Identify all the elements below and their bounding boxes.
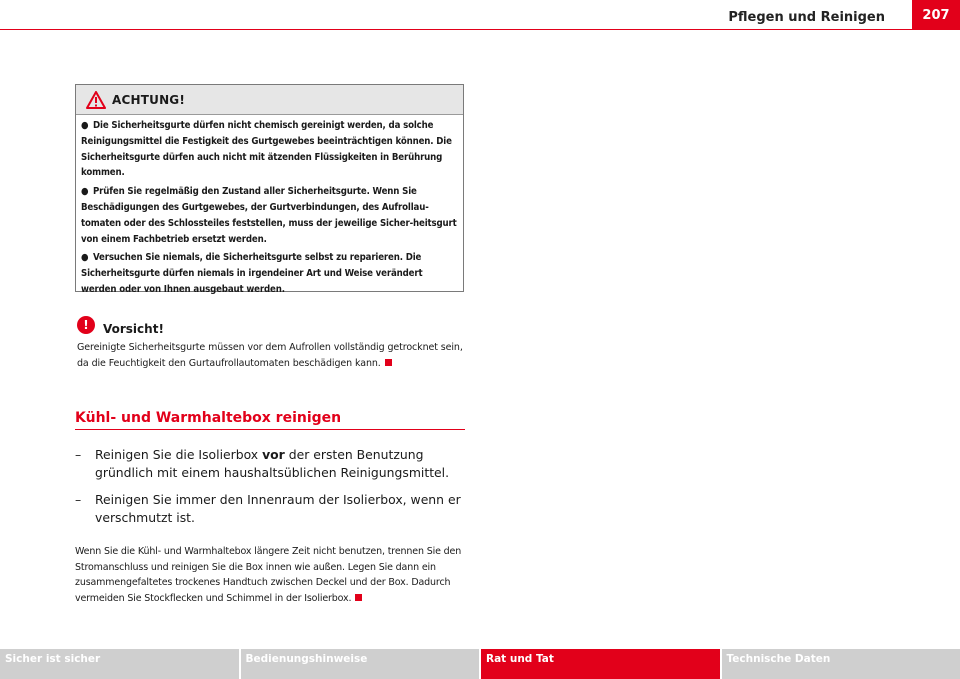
caution-text: Gereinigte Sicherheitsgurte müssen vor dem Aufrollen vollständig getrocknet sein, da die Feuchtigkeit den Gurtaufrollautomaten beschädigen kann. xyxy=(77,342,463,369)
bullet-icon: ● xyxy=(81,252,89,264)
page-number: 207 xyxy=(912,0,960,30)
exclamation-icon: ! xyxy=(77,316,95,334)
footer-nav xyxy=(0,649,960,679)
footer-tab-technische-daten[interactable]: Technische Daten xyxy=(722,649,960,679)
warning-item: ● Prüfen Sie regelmäßig den Zustand aller Sicherheitsgurte. Wenn Sie Beschädigungen des Gurtgewebes, der Gurtverbindungen, des Aufrollau-tomaten oder des Schlossteiles feststellen, muss der jeweilige Sicher-heitsgurt von einem Fachbetrieb ersetzt werden. xyxy=(81,186,457,245)
warning-box xyxy=(75,84,464,295)
warning-item: ● Die Sicherheitsgurte dürfen nicht chemisch gereinigt werden, da solche Reinigungsmittel die Festigkeit des Gurtgewebes beeinträchtigen können. Die Sicherheitsgurte dürfen auch nicht mit ätzenden Flüssigkeiten in Berührung kommen. xyxy=(81,120,452,179)
list-item: – Reinigen Sie die Isolierbox vor der ersten Benutzung gründlich mit einem haushaltsüblichen Reinigungsmittel. xyxy=(75,447,450,480)
caution-title: Vorsicht! xyxy=(103,322,164,336)
warning-header xyxy=(76,85,463,115)
warning-item: ● Versuchen Sie niemals, die Sicherheitsgurte selbst zu reparieren. Die Sicherheitsgurte dürfen niemals in irgendeiner Art und Weise verändert werden oder von Ihnen ausgebaut werden. xyxy=(81,252,423,295)
footer-tab-sicher-ist-sicher[interactable]: Sicher ist sicher xyxy=(0,649,239,679)
footer-tab-bedienungshinweise[interactable]: Bedienungshinweise xyxy=(241,649,480,679)
end-square-icon xyxy=(355,594,362,601)
warning-triangle-icon xyxy=(86,91,106,109)
warning-body xyxy=(76,115,463,298)
dash-icon: – xyxy=(75,447,82,462)
header-divider xyxy=(0,29,912,30)
list-item: – Reinigen Sie immer den Innenraum der Isolierbox, wenn er verschmutzt ist. xyxy=(75,492,461,525)
caution-header xyxy=(77,314,467,336)
warning-title: ACHTUNG! xyxy=(112,92,186,107)
body-paragraph: Wenn Sie die Kühl- und Warmhaltebox längere Zeit nicht benutzen, trennen Sie den Stromanschluss und reinigen Sie die Box innen wie außen. Legen Sie dann ein zusammengefaltetes trockenes Handtuch zwischen Deckel und der Box. Dadurch vermeiden Sie Stockflecken und Schimmel in der Isolierbox. xyxy=(75,546,462,604)
bullet-icon: ● xyxy=(81,120,89,131)
caution-note xyxy=(77,314,467,371)
dash-icon: – xyxy=(75,492,82,507)
end-square-icon xyxy=(385,359,392,366)
bullet-icon: ● xyxy=(81,186,89,198)
footer-tab-rat-und-tat[interactable]: Rat und Tat xyxy=(481,649,720,679)
section-heading: Kühl- und Warmhaltebox reinigen xyxy=(75,410,465,430)
chapter-title: Pflegen und Reinigen xyxy=(728,10,885,25)
